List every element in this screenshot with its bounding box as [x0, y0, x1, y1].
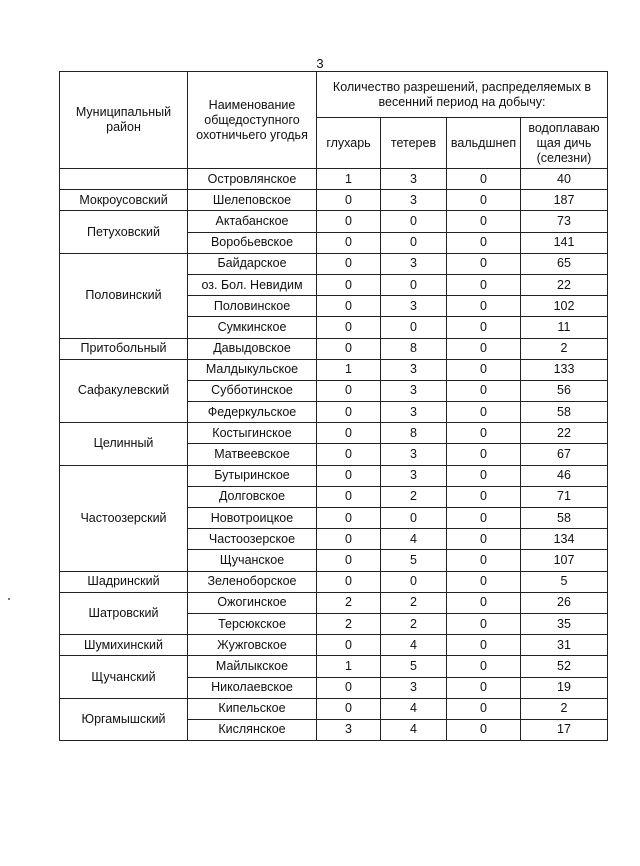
waterfowl-cell: 107: [521, 550, 608, 571]
woodcock-cell: 0: [447, 529, 521, 550]
woodcock-cell: 0: [447, 613, 521, 634]
table-row: [60, 635, 608, 656]
district-cell: Щучанский: [60, 656, 188, 698]
black-grouse-cell: 0: [381, 232, 447, 253]
waterfowl-cell: 40: [521, 169, 608, 190]
waterfowl-cell: 56: [521, 380, 608, 401]
capercaillie-cell: 3: [317, 719, 381, 740]
capercaillie-cell: 0: [317, 465, 381, 486]
table-row: [60, 169, 608, 190]
woodcock-cell: 0: [447, 465, 521, 486]
black-grouse-cell: 4: [381, 698, 447, 719]
table-row: [60, 423, 608, 444]
capercaillie-cell: 0: [317, 486, 381, 507]
ground-name-cell: Бутыринское: [188, 465, 317, 486]
waterfowl-cell: 35: [521, 613, 608, 634]
capercaillie-cell: 0: [317, 211, 381, 232]
capercaillie-cell: 0: [317, 296, 381, 317]
black-grouse-cell: 8: [381, 338, 447, 359]
waterfowl-cell: 187: [521, 190, 608, 211]
page-number: 3: [316, 56, 324, 71]
capercaillie-cell: 0: [317, 402, 381, 423]
waterfowl-cell: 22: [521, 423, 608, 444]
capercaillie-cell: 0: [317, 232, 381, 253]
district-cell: Половинский: [60, 253, 188, 338]
waterfowl-cell: 11: [521, 317, 608, 338]
header-permits-group: Количество разрешений, распределяемых в весенний период на добычу:: [317, 72, 608, 118]
woodcock-cell: 0: [447, 296, 521, 317]
capercaillie-cell: 0: [317, 698, 381, 719]
table-row: [60, 465, 608, 486]
scan-speck: [8, 598, 10, 600]
woodcock-cell: 0: [447, 444, 521, 465]
ground-name-cell: Ожогинское: [188, 592, 317, 613]
ground-name-cell: Новотроицкое: [188, 508, 317, 529]
woodcock-cell: 0: [447, 211, 521, 232]
district-cell: Шадринский: [60, 571, 188, 592]
waterfowl-cell: 52: [521, 656, 608, 677]
ground-name-cell: Половинское: [188, 296, 317, 317]
ground-name-cell: Майлыкское: [188, 656, 317, 677]
capercaillie-cell: 0: [317, 317, 381, 338]
capercaillie-cell: 1: [317, 169, 381, 190]
capercaillie-cell: 0: [317, 380, 381, 401]
black-grouse-cell: 0: [381, 211, 447, 232]
header-species: водоплаваю щая дичь (селезни): [521, 118, 608, 169]
capercaillie-cell: 0: [317, 338, 381, 359]
capercaillie-cell: 0: [317, 571, 381, 592]
table-row: [60, 359, 608, 380]
waterfowl-cell: 65: [521, 253, 608, 274]
waterfowl-cell: 58: [521, 508, 608, 529]
capercaillie-cell: 2: [317, 613, 381, 634]
capercaillie-cell: 0: [317, 423, 381, 444]
ground-name-cell: оз. Бол. Невидим: [188, 274, 317, 295]
ground-name-cell: Кипельское: [188, 698, 317, 719]
waterfowl-cell: 5: [521, 571, 608, 592]
table-body: [60, 169, 608, 741]
woodcock-cell: 0: [447, 274, 521, 295]
black-grouse-cell: 3: [381, 465, 447, 486]
woodcock-cell: 0: [447, 508, 521, 529]
ground-name-cell: Матвеевское: [188, 444, 317, 465]
ground-name-cell: Жужговское: [188, 635, 317, 656]
woodcock-cell: 0: [447, 169, 521, 190]
header-district: Муниципальный район: [60, 72, 188, 169]
woodcock-cell: 0: [447, 486, 521, 507]
capercaillie-cell: 1: [317, 656, 381, 677]
woodcock-cell: 0: [447, 719, 521, 740]
district-cell: Шатровский: [60, 592, 188, 634]
ground-name-cell: Зеленоборское: [188, 571, 317, 592]
woodcock-cell: 0: [447, 677, 521, 698]
district-cell: Частоозерский: [60, 465, 188, 571]
ground-name-cell: Частоозерское: [188, 529, 317, 550]
ground-name-cell: Байдарское: [188, 253, 317, 274]
ground-name-cell: Федеркульское: [188, 402, 317, 423]
waterfowl-cell: 71: [521, 486, 608, 507]
capercaillie-cell: 0: [317, 550, 381, 571]
capercaillie-cell: 0: [317, 253, 381, 274]
black-grouse-cell: 2: [381, 613, 447, 634]
black-grouse-cell: 5: [381, 656, 447, 677]
table-row: [60, 338, 608, 359]
ground-name-cell: Воробьевское: [188, 232, 317, 253]
woodcock-cell: 0: [447, 190, 521, 211]
woodcock-cell: 0: [447, 698, 521, 719]
capercaillie-cell: 0: [317, 529, 381, 550]
woodcock-cell: 0: [447, 402, 521, 423]
black-grouse-cell: 2: [381, 486, 447, 507]
woodcock-cell: 0: [447, 359, 521, 380]
capercaillie-cell: 1: [317, 359, 381, 380]
waterfowl-cell: 133: [521, 359, 608, 380]
black-grouse-cell: 3: [381, 359, 447, 380]
capercaillie-cell: 0: [317, 508, 381, 529]
waterfowl-cell: 46: [521, 465, 608, 486]
woodcock-cell: 0: [447, 338, 521, 359]
waterfowl-cell: 141: [521, 232, 608, 253]
black-grouse-cell: 2: [381, 592, 447, 613]
ground-name-cell: Малдыкульское: [188, 359, 317, 380]
woodcock-cell: 0: [447, 571, 521, 592]
district-cell: [60, 169, 188, 190]
ground-name-cell: Давыдовское: [188, 338, 317, 359]
waterfowl-cell: 134: [521, 529, 608, 550]
black-grouse-cell: 3: [381, 190, 447, 211]
woodcock-cell: 0: [447, 635, 521, 656]
black-grouse-cell: 3: [381, 444, 447, 465]
woodcock-cell: 0: [447, 592, 521, 613]
black-grouse-cell: 4: [381, 719, 447, 740]
woodcock-cell: 0: [447, 253, 521, 274]
black-grouse-cell: 8: [381, 423, 447, 444]
table-row: [60, 656, 608, 677]
black-grouse-cell: 0: [381, 571, 447, 592]
black-grouse-cell: 0: [381, 274, 447, 295]
waterfowl-cell: 58: [521, 402, 608, 423]
district-cell: Притобольный: [60, 338, 188, 359]
district-cell: Мокроусовский: [60, 190, 188, 211]
ground-name-cell: Кислянское: [188, 719, 317, 740]
woodcock-cell: 0: [447, 550, 521, 571]
waterfowl-cell: 26: [521, 592, 608, 613]
waterfowl-cell: 2: [521, 338, 608, 359]
waterfowl-cell: 22: [521, 274, 608, 295]
woodcock-cell: 0: [447, 317, 521, 338]
ground-name-cell: Щучанское: [188, 550, 317, 571]
black-grouse-cell: 3: [381, 380, 447, 401]
ground-name-cell: Костыгинское: [188, 423, 317, 444]
black-grouse-cell: 3: [381, 296, 447, 317]
waterfowl-cell: 73: [521, 211, 608, 232]
ground-name-cell: Актабанское: [188, 211, 317, 232]
capercaillie-cell: 2: [317, 592, 381, 613]
district-cell: Шумихинский: [60, 635, 188, 656]
table-row: [60, 253, 608, 274]
black-grouse-cell: 0: [381, 508, 447, 529]
ground-name-cell: Островлянское: [188, 169, 317, 190]
woodcock-cell: 0: [447, 656, 521, 677]
waterfowl-cell: 31: [521, 635, 608, 656]
black-grouse-cell: 3: [381, 169, 447, 190]
ground-name-cell: Субботинское: [188, 380, 317, 401]
header-ground: Наименование общедоступного охотничьего угодья: [188, 72, 317, 169]
header-species: вальдшнеп: [447, 118, 521, 169]
black-grouse-cell: 4: [381, 635, 447, 656]
woodcock-cell: 0: [447, 423, 521, 444]
table-row: [60, 190, 608, 211]
header-species: тетерев: [381, 118, 447, 169]
waterfowl-cell: 17: [521, 719, 608, 740]
header-species: глухарь: [317, 118, 381, 169]
black-grouse-cell: 4: [381, 529, 447, 550]
table-row: [60, 592, 608, 613]
ground-name-cell: Терсюкское: [188, 613, 317, 634]
black-grouse-cell: 3: [381, 402, 447, 423]
district-cell: Сафакулевский: [60, 359, 188, 423]
capercaillie-cell: 0: [317, 677, 381, 698]
capercaillie-cell: 0: [317, 444, 381, 465]
black-grouse-cell: 5: [381, 550, 447, 571]
black-grouse-cell: 0: [381, 317, 447, 338]
district-cell: Юргамышский: [60, 698, 188, 740]
permits-table: [59, 71, 608, 741]
district-cell: Целинный: [60, 423, 188, 465]
black-grouse-cell: 3: [381, 253, 447, 274]
table-row: [60, 571, 608, 592]
black-grouse-cell: 3: [381, 677, 447, 698]
table-row: [60, 698, 608, 719]
ground-name-cell: Шелеповское: [188, 190, 317, 211]
waterfowl-cell: 102: [521, 296, 608, 317]
ground-name-cell: Сумкинское: [188, 317, 317, 338]
woodcock-cell: 0: [447, 232, 521, 253]
table-row: [60, 211, 608, 232]
ground-name-cell: Долговское: [188, 486, 317, 507]
woodcock-cell: 0: [447, 380, 521, 401]
district-cell: Петуховский: [60, 211, 188, 253]
capercaillie-cell: 0: [317, 274, 381, 295]
capercaillie-cell: 0: [317, 190, 381, 211]
ground-name-cell: Николаевское: [188, 677, 317, 698]
capercaillie-cell: 0: [317, 635, 381, 656]
waterfowl-cell: 67: [521, 444, 608, 465]
waterfowl-cell: 2: [521, 698, 608, 719]
waterfowl-cell: 19: [521, 677, 608, 698]
